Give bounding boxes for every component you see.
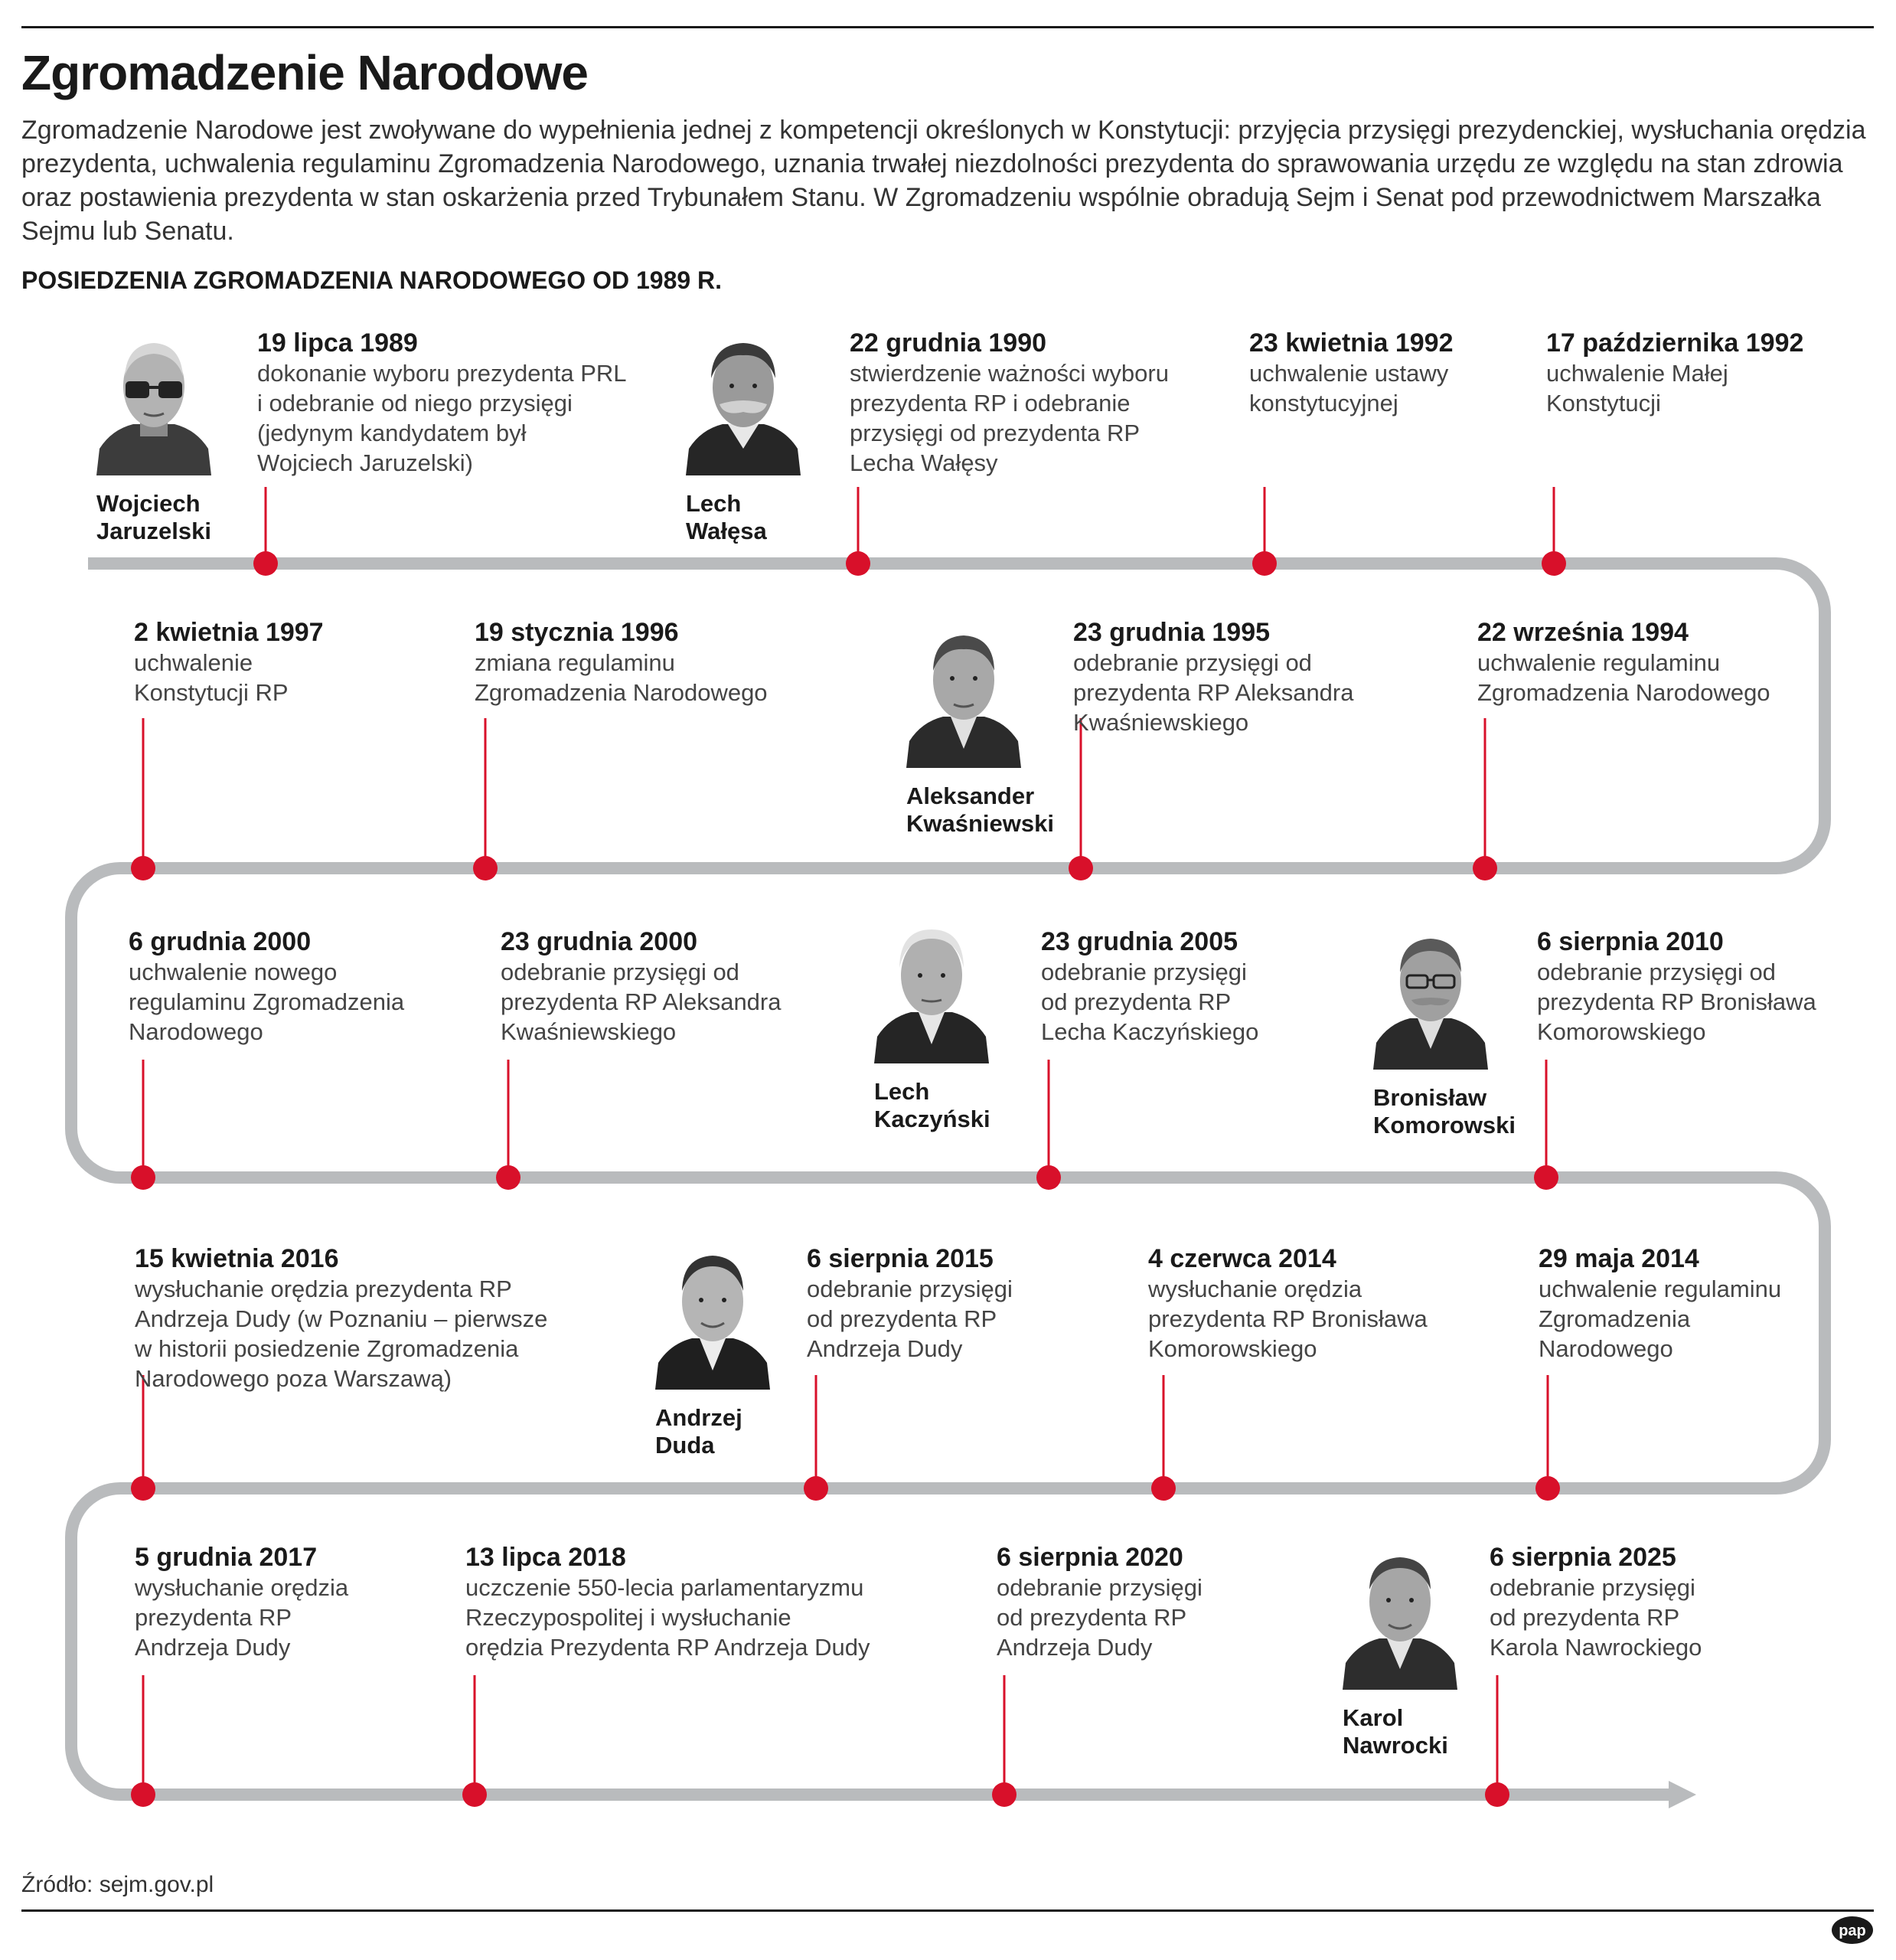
- event-dot-5: [473, 856, 498, 880]
- event-desc: dokonanie wyboru prezydenta PRL i odebranie od niego przysięgi (jedynym kandydatem był Wojciech Jaruzelski): [257, 360, 627, 476]
- event-desc: odebranie przysięgi od prezydenta RP Aleksandra Kwaśniewskiego: [1073, 649, 1354, 736]
- president-jaruzelski: [96, 334, 211, 545]
- event-desc: uchwalenie Konstytucji RP: [134, 649, 289, 706]
- event-desc: stwierdzenie ważności wyboru prezydenta RP i odebranie przysięgi od prezydenta RP Lecha Wałęsy: [850, 360, 1169, 476]
- event-desc: odebranie przysięgi od prezydenta RP Andrzeja Dudy: [997, 1574, 1203, 1661]
- event-dot-16: [131, 1782, 155, 1807]
- duda-portrait-icon: [655, 1248, 770, 1390]
- kwasniewski-portrait-icon: [906, 626, 1021, 768]
- president-lech-kaczynski: [874, 922, 990, 1133]
- event-date: 29 maja 2014: [1539, 1244, 1699, 1273]
- event-2010: [1537, 926, 1816, 1047]
- event-desc: wysłuchanie orędzia prezydenta RP Andrzeja Dudy (w Poznaniu – pierwsze w historii posiedzenie Zgromadzenia Narodowego poza Warszawą): [135, 1276, 548, 1392]
- event-2025: [1490, 1542, 1702, 1662]
- event-desc: odebranie przysięgi od prezydenta RP Andrzeja Dudy: [807, 1276, 1013, 1362]
- event-2000-oath: [501, 926, 782, 1047]
- event-desc: uczczenie 550-lecia parlamentaryzmu Rzeczypospolitej i wysłuchanie orędzia Prezydenta RP Andrzeja Dudy: [465, 1574, 870, 1661]
- event-dot-6: [1069, 856, 1093, 880]
- event-desc: odebranie przysięgi od prezydenta RP Karola Nawrockiego: [1490, 1574, 1702, 1661]
- president-name: Lech Wałęsa: [686, 490, 767, 544]
- event-date: 19 lipca 1989: [257, 328, 418, 358]
- page-title: Zgromadzenie Narodowe: [21, 45, 588, 100]
- timeline-arrowhead: [1669, 1781, 1696, 1808]
- event-dot-11: [1534, 1165, 1558, 1190]
- president-kwasniewski: [906, 626, 1054, 838]
- lech-kaczynski-portrait-icon: [874, 922, 989, 1063]
- event-dot-17: [462, 1782, 487, 1807]
- event-dot-14: [1151, 1476, 1176, 1501]
- event-date: 6 sierpnia 2010: [1537, 927, 1724, 956]
- president-name: Aleksander Kwaśniewski: [906, 782, 1054, 837]
- event-date: 17 października 1992: [1546, 328, 1804, 358]
- event-dot-7: [1473, 856, 1497, 880]
- event-dot-4: [131, 856, 155, 880]
- event-2016: [135, 1243, 547, 1393]
- event-date: 13 lipca 2018: [465, 1543, 626, 1572]
- event-1996: [475, 617, 768, 707]
- event-dot-10: [1036, 1165, 1061, 1190]
- event-dot-19: [1485, 1782, 1509, 1807]
- event-dot-15: [1535, 1476, 1560, 1501]
- event-2015: [807, 1243, 1013, 1364]
- event-1992-april: [1249, 328, 1454, 418]
- source-note: Źródło: sejm.gov.pl: [21, 1872, 214, 1897]
- event-2017: [135, 1542, 348, 1662]
- event-2014-may: [1539, 1243, 1781, 1364]
- event-dot-12: [131, 1476, 155, 1501]
- event-1995: [1073, 617, 1354, 737]
- event-date: 2 kwietnia 1997: [134, 618, 324, 647]
- president-name: Lech Kaczyński: [874, 1078, 990, 1132]
- event-1997: [134, 617, 324, 707]
- event-1989: [257, 328, 627, 478]
- bottom-rule: [21, 1909, 1874, 1912]
- event-desc: uchwalenie regulaminu Zgromadzenia Narodowego: [1539, 1276, 1782, 1362]
- event-desc: odebranie przysięgi od prezydenta RP Lecha Kaczyńskiego: [1041, 959, 1259, 1045]
- event-date: 6 sierpnia 2025: [1490, 1543, 1676, 1572]
- president-name: Karol Nawrocki: [1343, 1704, 1448, 1759]
- event-desc: wysłuchanie orędzia prezydenta RP Andrzeja Dudy: [135, 1574, 349, 1661]
- event-dot-1: [846, 551, 870, 576]
- intro-text: Zgromadzenie Narodowe jest zwoływane do wypełnienia jednej z kompetencji określonych w Konstytucji: przyjęcia przysięgi prezydenckiej, wysłuchania orędzia prezydenta, uchwalenia regulaminu Zgromadzenia Narodowego, uznania trwałej niezdolności prezydenta do sprawowania urzędu ze względu na stan zdrowia oraz postawienia prezydenta w stan oskarżenia przed Trybunałem Stanu. W Zgromadzeniu wspólnie obradują Sejm i Senat pod przewodnictwem Marszałka Sejmu lub Senatu.: [21, 116, 1866, 246]
- president-nawrocki: [1343, 1548, 1457, 1759]
- event-dot-3: [1542, 551, 1566, 576]
- event-desc: uchwalenie nowego regulaminu Zgromadzenia Narodowego: [129, 959, 405, 1045]
- event-2014-june: [1148, 1243, 1428, 1364]
- jaruzelski-portrait-icon: [96, 334, 211, 475]
- pap-logo: [1831, 1916, 1874, 1945]
- event-desc: odebranie przysięgi od prezydenta RP Aleksandra Kwaśniewskiego: [501, 959, 782, 1045]
- event-dot-0: [253, 551, 278, 576]
- event-desc: wysłuchanie orędzia prezydenta RP Bronisława Komorowskiego: [1148, 1276, 1428, 1362]
- event-2018: [465, 1542, 870, 1662]
- event-dot-9: [496, 1165, 521, 1190]
- president-duda: [655, 1248, 770, 1459]
- event-date: 5 grudnia 2017: [135, 1543, 318, 1572]
- event-1990: [850, 328, 1169, 478]
- event-desc: uchwalenie ustawy konstytucyjnej: [1249, 360, 1449, 416]
- event-date: 23 kwietnia 1992: [1249, 328, 1454, 358]
- event-date: 22 grudnia 1990: [850, 328, 1047, 358]
- event-date: 19 stycznia 1996: [475, 618, 679, 647]
- event-date: 6 grudnia 2000: [129, 927, 312, 956]
- event-dot-18: [992, 1782, 1017, 1807]
- event-dot-2: [1252, 551, 1277, 576]
- section-subtitle: POSIEDZENIA ZGROMADZENIA NARODOWEGO OD 1989 R.: [21, 266, 723, 294]
- event-date: 23 grudnia 2005: [1041, 927, 1238, 956]
- event-2005: [1041, 926, 1258, 1047]
- event-1992-october: [1546, 328, 1803, 418]
- event-desc: uchwalenie Małej Konstytucji: [1546, 360, 1728, 416]
- event-date: 22 września 1994: [1477, 618, 1689, 647]
- event-date: 6 sierpnia 2020: [997, 1543, 1183, 1572]
- event-date: 23 grudnia 1995: [1073, 618, 1271, 647]
- president-name: Bronisław Komorowski: [1373, 1084, 1516, 1138]
- event-date: 6 sierpnia 2015: [807, 1244, 994, 1273]
- event-date: 4 czerwca 2014: [1148, 1244, 1336, 1273]
- president-komorowski: [1373, 928, 1516, 1139]
- event-date: 15 kwietnia 2016: [135, 1244, 339, 1273]
- event-date: 23 grudnia 2000: [501, 927, 698, 956]
- event-2000-regulamin: [129, 926, 404, 1047]
- president-walesa: [686, 334, 801, 545]
- president-name: Andrzej Duda: [655, 1404, 742, 1459]
- event-dot-8: [131, 1165, 155, 1190]
- event-desc: odebranie przysięgi od prezydenta RP Bronisława Komorowskiego: [1537, 959, 1816, 1045]
- pap-logo-text: pap: [1839, 1922, 1866, 1939]
- komorowski-portrait-icon: [1373, 928, 1488, 1070]
- event-dot-13: [804, 1476, 828, 1501]
- event-desc: uchwalenie regulaminu Zgromadzenia Narodowego: [1477, 649, 1770, 706]
- event-2020: [997, 1542, 1203, 1662]
- president-name: Wojciech Jaruzelski: [96, 490, 211, 544]
- event-1994: [1477, 617, 1770, 707]
- nawrocki-portrait-icon: [1343, 1548, 1457, 1690]
- event-desc: zmiana regulaminu Zgromadzenia Narodowego: [475, 649, 768, 706]
- walesa-portrait-icon: [686, 334, 801, 475]
